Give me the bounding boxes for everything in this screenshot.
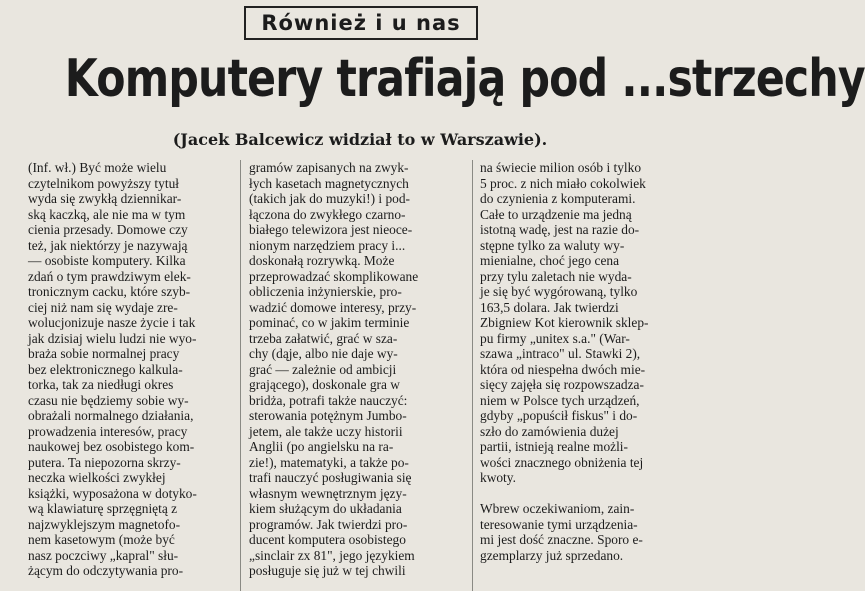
- article-line: zie!), matematyki, a także po-: [249, 454, 409, 470]
- article-line: cienia przesady. Domowe czy: [28, 222, 188, 237]
- article-line: „sinclair zx 81", jego językiem: [249, 547, 415, 563]
- article-line: niem w Polsce tych urządzeń,: [480, 392, 640, 408]
- article-line: książki, wyposażona w dotyko-: [28, 485, 197, 501]
- article-line: też, jak niektórzy je nazywają: [28, 237, 188, 253]
- article-line: wadzić domowe interesy, przy-: [249, 299, 417, 315]
- article-line: ducent komputera osobistego: [249, 532, 406, 547]
- column-rule: [472, 160, 473, 591]
- article-line: kwoty.: [480, 470, 516, 485]
- article-line: czasu nie będziemy sobie wy-: [28, 392, 189, 408]
- article-line: szło do zamówienia dużej: [480, 423, 619, 439]
- article-line: programów. Jak twierdzi pro-: [249, 516, 408, 532]
- article-line: partii, istnieją realne możli-: [480, 439, 628, 454]
- article-line: naukowej bez osobistego kom-: [28, 439, 195, 454]
- headline: Komputery trafiają pod ...strzechy: [64, 49, 865, 109]
- article-line: żącym do odczytywania pro-: [28, 563, 184, 578]
- article-line: grającego), doskonale gra w: [249, 377, 400, 392]
- article-line: łych kasetach magnetycznych: [249, 175, 409, 191]
- article-line: posługuje się już w tej chwili: [249, 563, 406, 578]
- article-line: obliczenia inżynierskie, pro-: [249, 284, 402, 299]
- article-line: która od niespełna dwóch mie-: [480, 361, 646, 377]
- article-line: stępne tylko za waluty wy-: [480, 237, 625, 253]
- article-column-1: [28, 160, 232, 591]
- article-line: ciej niż nam się wydaje zre-: [28, 299, 178, 315]
- article-line: czytelnikom powyższy tytuł: [28, 175, 179, 191]
- article-line: doskonałą rozrywką. Może: [249, 253, 395, 268]
- article-line: bez elektronicznego kalkula-: [28, 361, 183, 377]
- article-line: własnym wewnętrznym języ-: [249, 485, 407, 501]
- article-line: chy (dąje, albo nie daje wy-: [249, 346, 398, 361]
- article-line: do czynienia z komputerami.: [480, 191, 636, 206]
- article-line: Wbrew oczekiwaniom, zain-: [480, 501, 635, 516]
- article-line: jetem, ale także uczy historii: [249, 423, 403, 439]
- article-line: 5 proc. z nich miało cokolwiek: [480, 175, 646, 191]
- article-line: łączona do zwykłego czarno-: [249, 206, 406, 222]
- article-line: wą klawiaturę sprzęgniętą z: [28, 501, 178, 516]
- article-line: Całe to urządzenie ma jedną: [480, 206, 632, 222]
- article-line: [480, 486, 708, 502]
- article-line: najzwyklejszym magnetofo-: [28, 516, 181, 532]
- article-line: braża sobie normalnej pracy: [28, 346, 180, 361]
- article-line: — osobiste komputery. Kilka: [28, 253, 186, 268]
- article-line: Zbigniew Kot kierownik sklep-: [480, 315, 649, 330]
- article-line: białego telewizora jest nieoce-: [249, 222, 413, 237]
- article-line: gramów zapisanych na zwyk-: [249, 160, 409, 175]
- article-line: je się być wygórowaną, tylko: [480, 284, 638, 299]
- article-line: wości znacznego obniżenia tej: [480, 454, 644, 470]
- article-line: jak dzisiaj wielu ludzi nie wyo-: [28, 330, 197, 346]
- article-column-2: [249, 160, 465, 591]
- kicker-box: [244, 6, 478, 40]
- column-rule: [240, 160, 241, 591]
- article-line: tronicznym cacku, które szyb-: [28, 284, 191, 299]
- article-line: gdyby „popuścił fiskus" i do-: [480, 408, 638, 423]
- article-line: kiem służącym do układania: [249, 501, 402, 516]
- article-line: sterowania potężnym Jumbo-: [249, 408, 407, 423]
- article-line: pu firmy „unitex s.a." (War-: [480, 330, 630, 346]
- article-line: sięcy zajęła się rozpowszadza-: [480, 377, 644, 392]
- article-line: nasz poczciwy „kapral" słu-: [28, 547, 179, 563]
- article-line: trzeba załatwić, grać w sza-: [249, 330, 398, 346]
- article-line: Anglii (po angielsku na ra-: [249, 439, 394, 454]
- article-line: bridża, potrafi także nauczyć:: [249, 392, 408, 408]
- article-line: torka, tak za niedługi okres: [28, 377, 174, 392]
- article-line: teresowanie tymi urządzenia-: [480, 516, 638, 532]
- article-line: wolucjonizuje nasze życie i tak: [28, 315, 196, 330]
- article-line: szawa „intraco" ul. Stawki 2),: [480, 346, 641, 361]
- article-line: przy tylu zaletach nie wyda-: [480, 268, 632, 284]
- article-line: prowadzenia interesów, pracy: [28, 423, 188, 439]
- article-line: putera. Ta niepozorna skrzy-: [28, 454, 181, 470]
- article-line: neczka wielkości zwykłej: [28, 470, 166, 485]
- article-line: obrażali normalnego działania,: [28, 408, 194, 423]
- kicker-text: Również i u nas: [261, 11, 461, 35]
- article-line: nionym narzędziem pracy i...: [249, 237, 406, 253]
- article-line: na świecie milion osób i tylko: [480, 160, 642, 175]
- article-line: istotną wadę, jest na razie do-: [480, 222, 640, 237]
- article-column-3: [480, 160, 708, 591]
- article-line: (takich jak do muzyki!) i pod-: [249, 191, 411, 206]
- article-line: grać — zależnie od ambicji: [249, 361, 397, 377]
- article-line: pominać, co w jakim terminie: [249, 315, 410, 330]
- article-line: (Inf. wł.) Być może wielu: [28, 160, 167, 175]
- article-line: gzemplarzy już sprzedano.: [480, 547, 624, 563]
- article-line: mi jest dość znaczne. Sporo e-: [480, 532, 643, 547]
- article-line: nem kasetowym (może być: [28, 532, 175, 547]
- article-line: ską kaczką, ale nie ma w tym: [28, 206, 186, 222]
- byline: (Jacek Balcewicz widział to w Warszawie).: [172, 130, 548, 149]
- article-line: mienialne, choć jego cena: [480, 253, 620, 268]
- article-line: przeprowadzać skomplikowane: [249, 268, 419, 284]
- article-line: wyda się zwykłą dziennikar-: [28, 191, 182, 206]
- article-line: zdań o tym prawdziwym elek-: [28, 268, 191, 284]
- article-line: trafi nauczyć posługiwania się: [249, 470, 412, 485]
- article-line: 163,5 dolara. Jak twierdzi: [480, 299, 619, 315]
